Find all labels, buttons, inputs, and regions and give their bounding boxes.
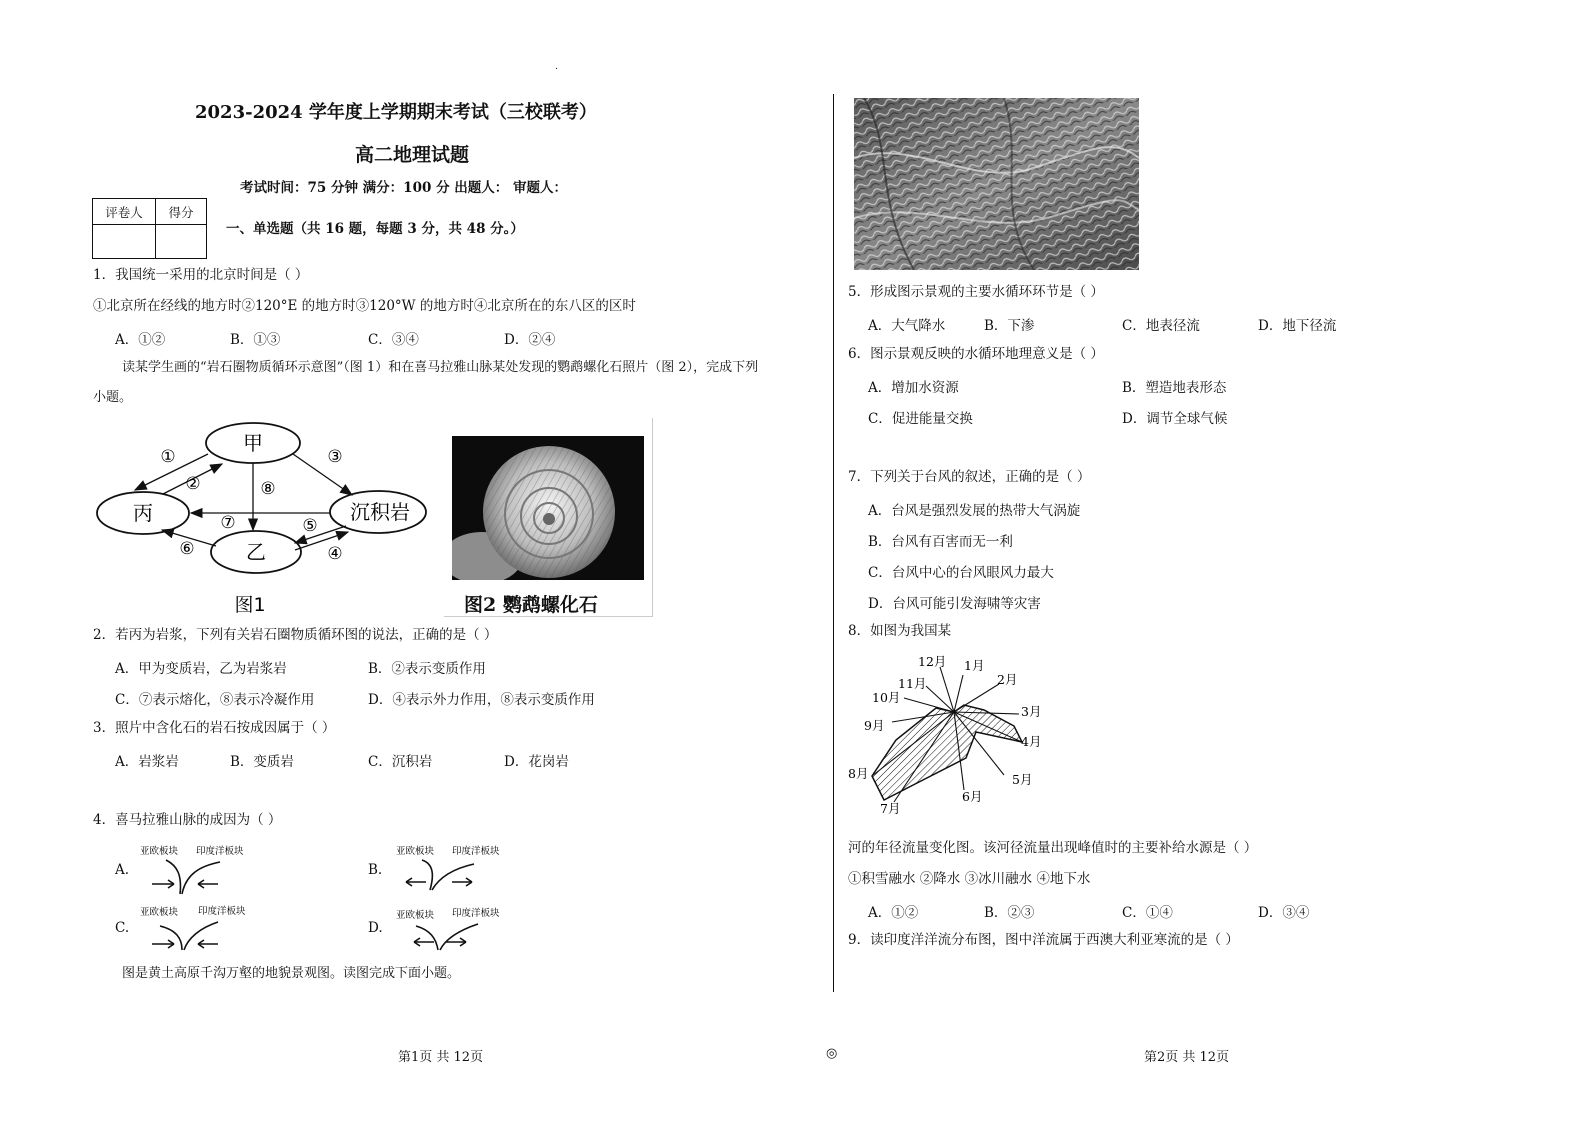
q4-diagram-a — [138, 842, 248, 898]
q4a-plate-right: 印度洋板块 — [196, 846, 244, 857]
q3-option-d: D．花岗岩 — [504, 754, 569, 770]
q9-stem: 9．读印度洋洋流分布图，图中洋流属于西澳大利亚寒流的是（ ） — [848, 932, 1239, 948]
q8-option-c: C．①④ — [1122, 905, 1173, 921]
intro-rock-line1: 读某学生画的“岩石圈物质循环示意图”（图 1）和在喜马拉雅山脉某处发现的鹦鹉螺化石照片（图 2），完成下列 — [122, 360, 759, 375]
q4b-plate-right: 印度洋板块 — [452, 846, 500, 857]
q2-stem: 2．若丙为岩浆，下列有关岩石圈物质循环图的说法，正确的是（ ） — [93, 627, 498, 643]
q3-option-c: C．沉积岩 — [368, 754, 433, 770]
intro-loess: 图是黄土高原千沟万壑的地貌景观图。读图完成下面小题。 — [122, 966, 461, 981]
q5-option-d: D．地下径流 — [1258, 318, 1337, 334]
q8-option-b: B．②③ — [984, 905, 1035, 921]
runoff-polygon — [872, 705, 1022, 800]
q4-option-a: A. — [115, 862, 130, 878]
arrow-label-4: ④ — [327, 544, 343, 564]
figure2-caption: 图2 鹦鹉螺化石 — [464, 594, 598, 616]
footer-center-mark: ◎ — [826, 1046, 838, 1061]
q4a-plate-left: 亚欧板块 — [140, 846, 179, 857]
q4c-plate-left: 亚欧板块 — [140, 907, 179, 918]
q5-stem: 5．形成图示景观的主要水循环环节是（ ） — [848, 284, 1104, 300]
top-mark: . — [555, 62, 558, 72]
q4d-plate-right: 印度洋板块 — [452, 908, 500, 919]
q5-option-a: A．大气降水 — [868, 318, 946, 334]
q4-option-b: B. — [368, 862, 383, 878]
q5-option-c: C．地表径流 — [1122, 318, 1200, 334]
q6-option-b: B．塑造地表形态 — [1122, 380, 1227, 396]
month-label-5: 5月 — [1012, 772, 1033, 787]
arrow-label-7: ⑦ — [220, 513, 236, 533]
q3-stem: 3．照片中含化石的岩石按成因属于（ ） — [93, 720, 336, 736]
q8-choices: ①积雪融水 ②降水 ③冰川融水 ④地下水 — [848, 871, 1091, 887]
q6-option-a: A．增加水资源 — [868, 380, 959, 396]
month-label-6: 6月 — [962, 789, 983, 804]
grade-table-reviewer-cell — [93, 225, 156, 259]
q2-option-c: C．⑦表示熔化，⑧表示冷凝作用 — [115, 692, 315, 708]
figure2-frame — [444, 418, 653, 617]
q4-stem: 4．喜马拉雅山脉的成因为（ ） — [93, 812, 282, 828]
exam-meta: 考试时间：75 分钟 满分：100 分 出题人： 审题人： — [240, 180, 567, 196]
arrow-3 — [293, 454, 352, 495]
q4d-plate-left: 亚欧板块 — [396, 910, 435, 921]
q1-choices: ①北京所在经线的地方时②120°E 的地方时③120°W 的地方时④北京所在的东八区的区时 — [93, 298, 636, 314]
q6-option-c: C．促进能量交换 — [868, 411, 973, 427]
q4b-plate-left: 亚欧板块 — [396, 846, 435, 857]
q3-option-b: B．变质岩 — [230, 754, 294, 770]
q8-stem-continued: 河的年径流量变化图。该河径流量出现峰值时的主要补给水源是（ ） — [848, 840, 1258, 856]
arrow-label-8: ⑧ — [260, 479, 276, 499]
month-label-9: 9月 — [864, 718, 885, 733]
section-heading: 一、单选题（共 16 题，每题 3 分，共 48 分。） — [226, 221, 524, 237]
exam-title: 2023-2024 学年度上学期期末考试（三校联考） — [195, 102, 597, 123]
grade-table-score-cell — [156, 225, 207, 259]
q7-stem: 7．下列关于台风的叙述，正确的是（ ） — [848, 469, 1091, 485]
month-label-2: 2月 — [997, 672, 1018, 687]
footer-page2: 第2页 共 12页 — [1144, 1050, 1230, 1065]
q7-option-c: C．台风中心的台风眼风力最大 — [868, 565, 1054, 581]
q1-stem: 1．我国统一采用的北京时间是（ ） — [93, 267, 309, 283]
grade-table-reviewer: 评卷人 — [93, 199, 156, 225]
grade-table — [92, 198, 207, 259]
month-label-12: 12月 — [918, 654, 947, 669]
loess-plateau-photo — [854, 98, 1139, 270]
figure1-caption: 图1 — [234, 594, 266, 616]
q1-option-b: B．①③ — [230, 332, 281, 348]
q8-option-d: D．③④ — [1258, 905, 1310, 921]
q4c-plate-right: 印度洋板块 — [198, 906, 246, 917]
q4-diagram-b — [394, 842, 504, 898]
q4-diagram-c — [138, 902, 248, 958]
q1-option-a: A．①② — [115, 332, 166, 348]
node-jia-label: 甲 — [243, 431, 263, 455]
q7-option-a: A．台风是强烈发展的热带大气涡旋 — [868, 503, 1081, 519]
arrow-label-2: ② — [185, 474, 201, 494]
rock-cycle-diagram — [90, 418, 435, 618]
month-label-11: 11月 — [898, 676, 927, 691]
grade-table-score: 得分 — [156, 199, 207, 225]
footer-page1: 第1页 共 12页 — [398, 1050, 484, 1065]
q4-option-c: C. — [115, 920, 130, 936]
arrow-label-6: ⑥ — [179, 539, 195, 559]
month-label-7: 7月 — [880, 801, 901, 816]
q8-option-a: A．①② — [868, 905, 919, 921]
node-bing-label: 丙 — [133, 501, 153, 525]
arrow-label-1: ① — [160, 447, 176, 467]
q1-option-d: D．②④ — [504, 332, 556, 348]
q2-option-d: D．④表示外力作用，⑧表示变质作用 — [368, 692, 595, 708]
arrow-label-3: ③ — [327, 447, 343, 467]
intro-rock-line2: 小题。 — [93, 390, 133, 405]
q7-option-b: B．台风有百害而无一利 — [868, 534, 1013, 550]
q4-diagram-d — [394, 902, 504, 958]
q4-option-d: D. — [368, 920, 383, 936]
month-label-8: 8月 — [848, 766, 869, 781]
q1-option-c: C．③④ — [368, 332, 419, 348]
arrow-label-5: ⑤ — [302, 516, 318, 536]
node-sed-label: 沉积岩 — [350, 500, 410, 524]
q2-option-a: A．甲为变质岩，乙为岩浆岩 — [115, 661, 287, 677]
q8-stem: 8．如图为我国某 — [848, 623, 952, 639]
q3-option-a: A．岩浆岩 — [115, 754, 179, 770]
month-label-1: 1月 — [964, 658, 985, 673]
runoff-radar-chart — [844, 650, 1054, 820]
page-divider — [833, 94, 834, 992]
node-yi-label: 乙 — [246, 540, 266, 564]
q7-option-d: D．台风可能引发海啸等灾害 — [868, 596, 1041, 612]
nautilus-fossil-photo — [452, 436, 644, 580]
exam-subtitle: 高二地理试题 — [355, 144, 470, 166]
month-label-3: 3月 — [1021, 704, 1042, 719]
q5-option-b: B．下渗 — [984, 318, 1035, 334]
q6-option-d: D．调节全球气候 — [1122, 411, 1228, 427]
q2-option-b: B．②表示变质作用 — [368, 661, 486, 677]
month-label-4: 4月 — [1021, 734, 1042, 749]
q6-stem: 6．图示景观反映的水循环地理意义是（ ） — [848, 346, 1104, 362]
month-label-10: 10月 — [872, 690, 901, 705]
